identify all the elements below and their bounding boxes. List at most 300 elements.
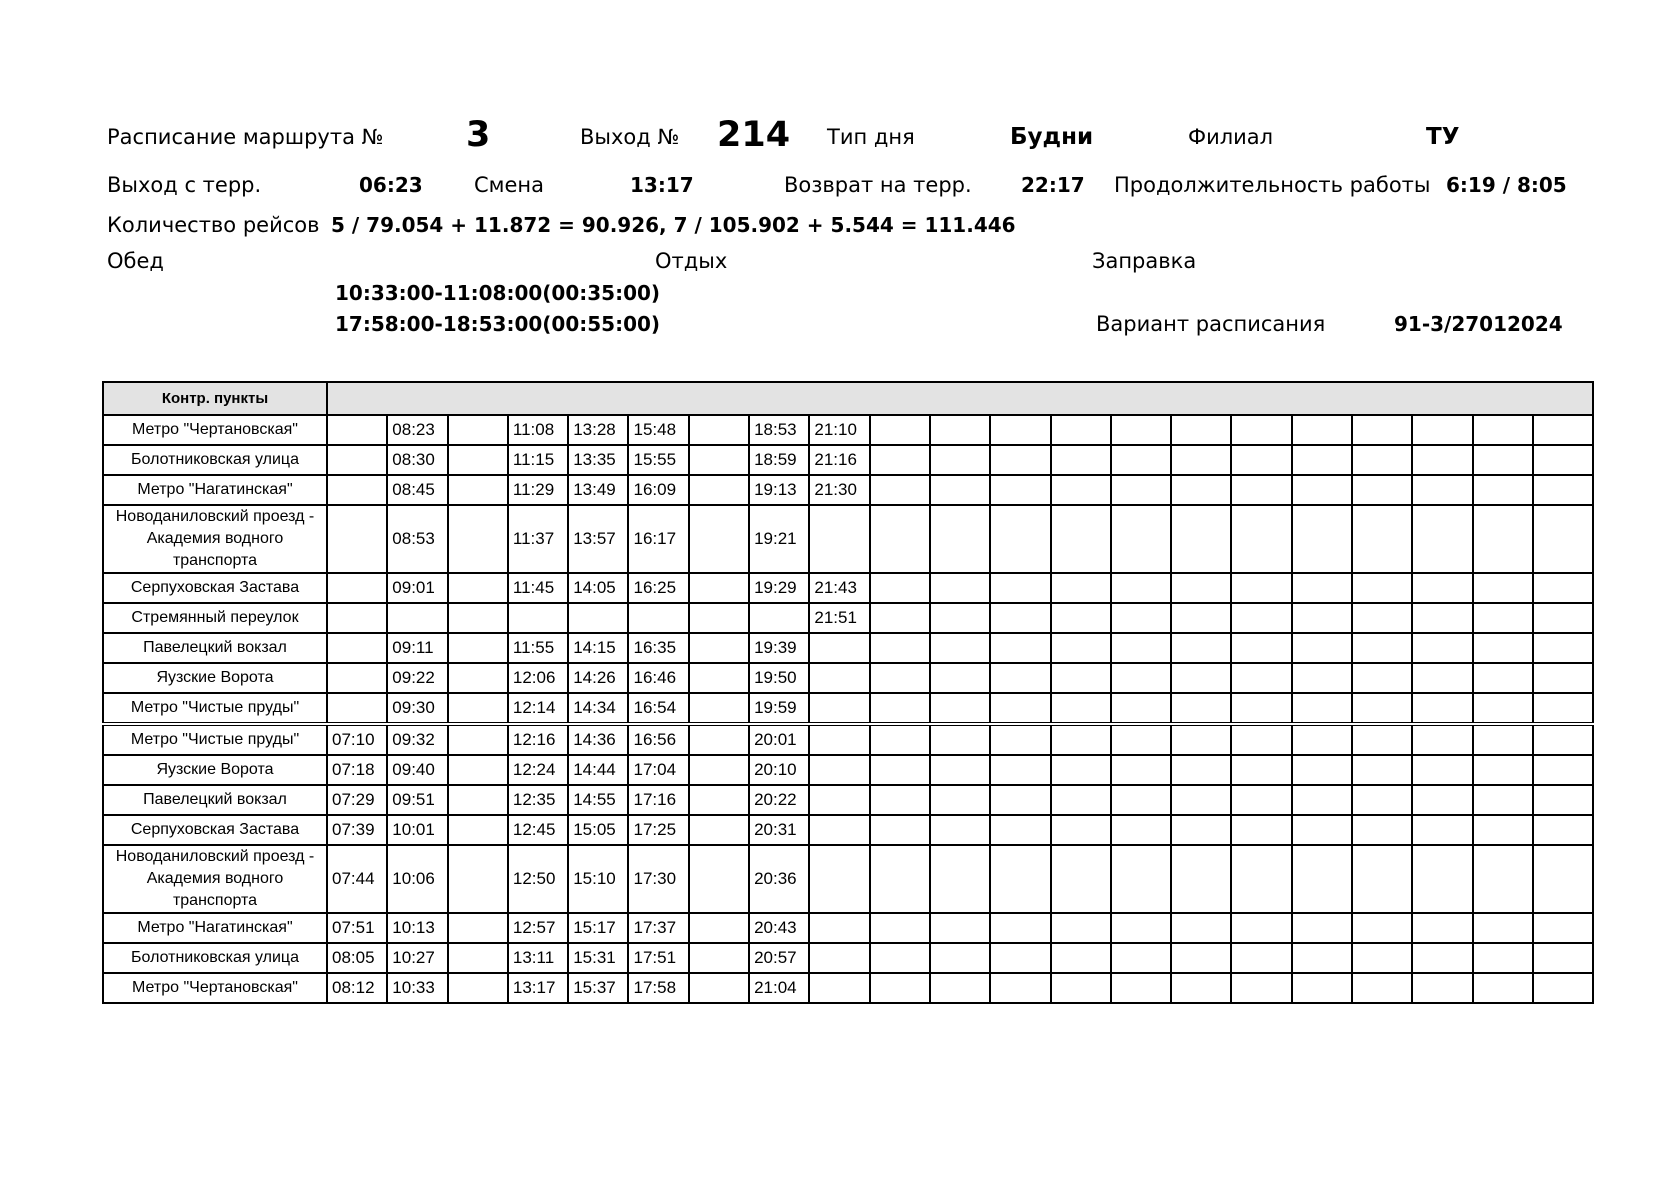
empty-cell	[870, 913, 930, 943]
stop-name: Павелецкий вокзал	[103, 785, 327, 815]
empty-cell	[1171, 445, 1231, 475]
time-cell	[448, 973, 508, 1003]
time-cell	[628, 603, 688, 633]
time-cell	[689, 475, 749, 505]
variant-label: Вариант расписания	[1096, 312, 1326, 336]
empty-cell	[1051, 755, 1111, 785]
empty-cell	[930, 415, 990, 445]
empty-cell	[930, 663, 990, 693]
route-number: 3	[466, 115, 491, 155]
empty-cell	[1412, 475, 1472, 505]
time-cell: 13:57	[568, 505, 628, 573]
empty-cell	[1473, 445, 1533, 475]
time-cell: 11:55	[508, 633, 568, 663]
stop-name: Яузские Ворота	[103, 755, 327, 785]
empty-cell	[1111, 603, 1171, 633]
time-cell: 13:35	[568, 445, 628, 475]
empty-cell	[990, 815, 1050, 845]
empty-cell	[990, 943, 1050, 973]
time-cell: 16:54	[628, 693, 688, 724]
time-cell: 20:01	[749, 724, 809, 755]
empty-cell	[1292, 815, 1352, 845]
table-row	[103, 973, 1593, 1003]
stop-name: Болотниковская улица	[103, 943, 327, 973]
empty-cell	[1171, 943, 1231, 973]
empty-cell	[1171, 913, 1231, 943]
time-cell: 08:12	[327, 973, 387, 1003]
empty-cell	[1231, 815, 1291, 845]
time-cell: 15:55	[628, 445, 688, 475]
time-cell	[809, 693, 869, 724]
empty-cell	[1051, 845, 1111, 913]
empty-cell	[990, 505, 1050, 573]
empty-cell	[1171, 724, 1231, 755]
time-cell: 07:10	[327, 724, 387, 755]
empty-cell	[1473, 573, 1533, 603]
time-cell	[508, 603, 568, 633]
empty-cell	[1111, 633, 1171, 663]
empty-cell	[1473, 633, 1533, 663]
empty-cell	[1473, 475, 1533, 505]
empty-cell	[1292, 785, 1352, 815]
empty-cell	[1352, 815, 1412, 845]
branch: ТУ	[1426, 124, 1460, 150]
empty-cell	[1473, 693, 1533, 724]
empty-cell	[1051, 693, 1111, 724]
empty-cell	[1412, 573, 1472, 603]
time-cell: 21:10	[809, 415, 869, 445]
empty-cell	[1111, 724, 1171, 755]
time-cell	[448, 633, 508, 663]
empty-cell	[870, 663, 930, 693]
empty-cell	[1533, 573, 1593, 603]
empty-cell	[1473, 913, 1533, 943]
empty-cell	[870, 845, 930, 913]
empty-cell	[990, 573, 1050, 603]
time-cell: 17:25	[628, 815, 688, 845]
empty-cell	[930, 475, 990, 505]
empty-cell	[1111, 785, 1171, 815]
empty-cell	[990, 693, 1050, 724]
time-cell: 17:30	[628, 845, 688, 913]
empty-cell	[1533, 973, 1593, 1003]
time-cell	[689, 785, 749, 815]
empty-cell	[1533, 724, 1593, 755]
time-cell: 14:55	[568, 785, 628, 815]
time-cell: 11:45	[508, 573, 568, 603]
time-cell: 13:49	[568, 475, 628, 505]
time-cell	[809, 785, 869, 815]
empty-cell	[1231, 573, 1291, 603]
empty-cell	[990, 785, 1050, 815]
empty-cell	[1412, 415, 1472, 445]
empty-cell	[870, 475, 930, 505]
empty-cell	[1171, 505, 1231, 573]
empty-cell	[1051, 415, 1111, 445]
table-row	[103, 845, 1593, 913]
table-row	[103, 815, 1593, 845]
empty-cell	[1051, 815, 1111, 845]
stop-name: Метро "Чистые пруды"	[103, 724, 327, 755]
time-cell	[809, 755, 869, 785]
time-cell	[809, 724, 869, 755]
empty-cell	[1412, 815, 1472, 845]
time-cell: 21:30	[809, 475, 869, 505]
empty-cell	[1171, 415, 1231, 445]
time-cell: 10:01	[387, 815, 447, 845]
time-cell: 08:05	[327, 943, 387, 973]
time-cell	[689, 724, 749, 755]
empty-cell	[1352, 633, 1412, 663]
time-cell: 21:04	[749, 973, 809, 1003]
time-cell: 12:57	[508, 913, 568, 943]
time-cell: 19:59	[749, 693, 809, 724]
table-row	[103, 663, 1593, 693]
time-cell	[689, 445, 749, 475]
stop-name: Новоданиловский проезд - Академия водного транспорта	[103, 845, 327, 913]
time-cell: 09:30	[387, 693, 447, 724]
empty-cell	[930, 845, 990, 913]
time-cell: 09:51	[387, 785, 447, 815]
time-cell	[689, 845, 749, 913]
time-cell: 08:30	[387, 445, 447, 475]
empty-cell	[1292, 693, 1352, 724]
empty-cell	[1352, 445, 1412, 475]
empty-cell	[990, 973, 1050, 1003]
time-cell: 17:16	[628, 785, 688, 815]
empty-cell	[1231, 693, 1291, 724]
time-cell: 07:39	[327, 815, 387, 845]
empty-cell	[870, 693, 930, 724]
stop-name: Болотниковская улица	[103, 445, 327, 475]
time-cell: 15:05	[568, 815, 628, 845]
time-cell: 10:27	[387, 943, 447, 973]
time-cell	[327, 693, 387, 724]
empty-cell	[1412, 724, 1472, 755]
lunch-2: 17:58:00-18:53:00(00:55:00)	[335, 312, 661, 336]
stop-name: Метро "Нагатинская"	[103, 913, 327, 943]
time-cell: 20:31	[749, 815, 809, 845]
empty-cell	[870, 785, 930, 815]
empty-cell	[1292, 663, 1352, 693]
time-cell	[749, 603, 809, 633]
time-cell: 16:35	[628, 633, 688, 663]
empty-cell	[1231, 943, 1291, 973]
time-cell: 14:34	[568, 693, 628, 724]
empty-cell	[1352, 785, 1412, 815]
time-cell	[448, 785, 508, 815]
empty-cell	[1051, 913, 1111, 943]
empty-cell	[930, 573, 990, 603]
time-cell	[689, 913, 749, 943]
variant: 91-3/27012024	[1394, 312, 1563, 336]
empty-cell	[1171, 603, 1231, 633]
empty-cell	[1111, 755, 1171, 785]
empty-cell	[870, 943, 930, 973]
time-cell	[689, 815, 749, 845]
empty-cell	[1231, 475, 1291, 505]
empty-cell	[1533, 603, 1593, 633]
time-cell: 16:25	[628, 573, 688, 603]
empty-cell	[1051, 603, 1111, 633]
day-type-label: Тип дня	[827, 125, 915, 149]
time-cell: 20:43	[749, 913, 809, 943]
time-cell	[689, 573, 749, 603]
time-cell: 09:01	[387, 573, 447, 603]
table-row	[103, 785, 1593, 815]
schedule-table	[102, 381, 1594, 1004]
table-row	[103, 913, 1593, 943]
time-cell: 09:11	[387, 633, 447, 663]
time-cell: 12:45	[508, 815, 568, 845]
time-cell	[809, 505, 869, 573]
empty-cell	[1231, 755, 1291, 785]
empty-cell	[1473, 785, 1533, 815]
empty-cell	[1171, 815, 1231, 845]
empty-cell	[990, 633, 1050, 663]
time-cell	[809, 633, 869, 663]
empty-cell	[1412, 845, 1472, 913]
time-cell: 07:44	[327, 845, 387, 913]
time-cell: 09:32	[387, 724, 447, 755]
empty-cell	[1051, 475, 1111, 505]
time-cell: 16:17	[628, 505, 688, 573]
empty-cell	[1171, 633, 1231, 663]
time-cell: 17:51	[628, 943, 688, 973]
time-cell: 15:10	[568, 845, 628, 913]
time-cell	[689, 633, 749, 663]
empty-cell	[1292, 633, 1352, 663]
empty-cell	[1352, 973, 1412, 1003]
empty-cell	[1473, 943, 1533, 973]
time-cell	[689, 693, 749, 724]
empty-cell	[1051, 943, 1111, 973]
empty-cell	[1412, 693, 1472, 724]
empty-cell	[1111, 943, 1171, 973]
empty-cell	[1171, 785, 1231, 815]
time-cell	[327, 603, 387, 633]
stop-name: Метро "Нагатинская"	[103, 475, 327, 505]
empty-cell	[1231, 973, 1291, 1003]
table-row	[103, 475, 1593, 505]
empty-cell	[1111, 913, 1171, 943]
time-cell: 14:05	[568, 573, 628, 603]
empty-cell	[1051, 785, 1111, 815]
time-cell	[448, 445, 508, 475]
empty-cell	[1111, 505, 1171, 573]
stop-name: Серпуховская Застава	[103, 815, 327, 845]
time-cell: 07:29	[327, 785, 387, 815]
stop-name: Стремянный переулок	[103, 603, 327, 633]
time-cell: 08:45	[387, 475, 447, 505]
time-cell: 18:59	[749, 445, 809, 475]
time-cell: 11:37	[508, 505, 568, 573]
empty-cell	[1292, 973, 1352, 1003]
time-cell	[448, 943, 508, 973]
empty-cell	[1111, 445, 1171, 475]
lunch-1: 10:33:00-11:08:00(00:35:00)	[335, 281, 661, 305]
empty-cell	[1292, 755, 1352, 785]
empty-cell	[1473, 973, 1533, 1003]
time-cell	[387, 603, 447, 633]
return-time: 22:17	[1021, 173, 1085, 197]
empty-cell	[990, 663, 1050, 693]
time-cell: 17:58	[628, 973, 688, 1003]
stop-name: Метро "Чертановская"	[103, 973, 327, 1003]
table-row	[103, 943, 1593, 973]
time-cell: 21:51	[809, 603, 869, 633]
empty-cell	[1352, 415, 1412, 445]
empty-cell	[1231, 663, 1291, 693]
time-cell: 19:50	[749, 663, 809, 693]
empty-cell	[1292, 603, 1352, 633]
empty-cell	[1231, 445, 1291, 475]
empty-cell	[1292, 845, 1352, 913]
time-cell	[689, 755, 749, 785]
stop-name: Новоданиловский проезд - Академия водного транспорта	[103, 505, 327, 573]
empty-cell	[870, 505, 930, 573]
time-cell	[809, 815, 869, 845]
empty-cell	[930, 505, 990, 573]
empty-cell	[1473, 755, 1533, 785]
depart-label: Выход с терр.	[107, 173, 262, 197]
route-label: Расписание маршрута №	[107, 125, 384, 149]
time-cell	[809, 943, 869, 973]
time-cell: 12:50	[508, 845, 568, 913]
time-cell	[448, 755, 508, 785]
empty-cell	[930, 755, 990, 785]
empty-cell	[1292, 913, 1352, 943]
time-cell: 20:57	[749, 943, 809, 973]
table-row	[103, 603, 1593, 633]
time-cell	[327, 633, 387, 663]
time-cell	[448, 505, 508, 573]
time-cell	[448, 815, 508, 845]
empty-cell	[1292, 573, 1352, 603]
empty-cell	[1051, 973, 1111, 1003]
table-header-row	[103, 382, 1593, 415]
empty-cell	[870, 445, 930, 475]
time-cell: 20:36	[749, 845, 809, 913]
time-cell: 21:43	[809, 573, 869, 603]
time-cell: 11:15	[508, 445, 568, 475]
empty-cell	[930, 785, 990, 815]
time-cell	[689, 603, 749, 633]
empty-cell	[1051, 573, 1111, 603]
empty-cell	[1412, 785, 1472, 815]
time-cell: 18:53	[749, 415, 809, 445]
time-cell: 08:53	[387, 505, 447, 573]
empty-cell	[1533, 785, 1593, 815]
empty-cell	[990, 475, 1050, 505]
empty-cell	[1231, 845, 1291, 913]
time-cell: 15:17	[568, 913, 628, 943]
empty-cell	[1412, 633, 1472, 663]
time-cell: 15:31	[568, 943, 628, 973]
time-cell	[689, 943, 749, 973]
time-cell	[809, 663, 869, 693]
time-cell: 13:11	[508, 943, 568, 973]
empty-cell	[1352, 573, 1412, 603]
empty-cell	[1352, 943, 1412, 973]
empty-cell	[1412, 505, 1472, 573]
time-cell	[809, 845, 869, 913]
time-cell: 09:22	[387, 663, 447, 693]
time-cell: 14:44	[568, 755, 628, 785]
empty-cell	[1292, 943, 1352, 973]
time-cell	[689, 973, 749, 1003]
time-cell: 15:37	[568, 973, 628, 1003]
duration-label: Продолжительность работы	[1114, 173, 1431, 197]
header-blank	[327, 382, 1593, 415]
empty-cell	[990, 603, 1050, 633]
empty-cell	[930, 973, 990, 1003]
stop-name: Павелецкий вокзал	[103, 633, 327, 663]
table-row	[103, 415, 1593, 445]
time-cell: 16:09	[628, 475, 688, 505]
empty-cell	[1533, 943, 1593, 973]
time-cell	[448, 693, 508, 724]
empty-cell	[1171, 845, 1231, 913]
time-cell	[448, 415, 508, 445]
table-row	[103, 445, 1593, 475]
time-cell	[689, 663, 749, 693]
time-cell: 21:16	[809, 445, 869, 475]
time-cell	[327, 445, 387, 475]
time-cell	[809, 973, 869, 1003]
empty-cell	[1533, 693, 1593, 724]
exit-label: Выход №	[580, 125, 680, 149]
empty-cell	[870, 755, 930, 785]
empty-cell	[1473, 724, 1533, 755]
empty-cell	[1111, 663, 1171, 693]
empty-cell	[1111, 573, 1171, 603]
empty-cell	[990, 445, 1050, 475]
empty-cell	[1352, 755, 1412, 785]
trips-value: 5 / 79.054 + 11.872 = 90.926, 7 / 105.902 + 5.544 = 111.446	[331, 213, 1016, 237]
time-cell: 12:24	[508, 755, 568, 785]
empty-cell	[1171, 973, 1231, 1003]
empty-cell	[1473, 505, 1533, 573]
empty-cell	[1171, 755, 1231, 785]
empty-cell	[870, 724, 930, 755]
empty-cell	[1352, 603, 1412, 633]
empty-cell	[1352, 724, 1412, 755]
time-cell: 16:56	[628, 724, 688, 755]
empty-cell	[1171, 475, 1231, 505]
time-cell	[689, 505, 749, 573]
empty-cell	[1292, 415, 1352, 445]
empty-cell	[1111, 845, 1171, 913]
time-cell	[448, 845, 508, 913]
time-cell: 09:40	[387, 755, 447, 785]
stop-name: Серпуховская Застава	[103, 573, 327, 603]
empty-cell	[1473, 415, 1533, 445]
time-cell	[327, 573, 387, 603]
time-cell: 14:26	[568, 663, 628, 693]
rest-label: Отдых	[655, 249, 728, 273]
empty-cell	[1412, 755, 1472, 785]
time-cell: 13:28	[568, 415, 628, 445]
time-cell: 19:13	[749, 475, 809, 505]
exit-number: 214	[717, 115, 791, 155]
table-row	[103, 573, 1593, 603]
empty-cell	[1231, 785, 1291, 815]
empty-cell	[1533, 445, 1593, 475]
time-cell: 19:21	[749, 505, 809, 573]
time-cell: 10:33	[387, 973, 447, 1003]
stop-name: Яузские Ворота	[103, 663, 327, 693]
